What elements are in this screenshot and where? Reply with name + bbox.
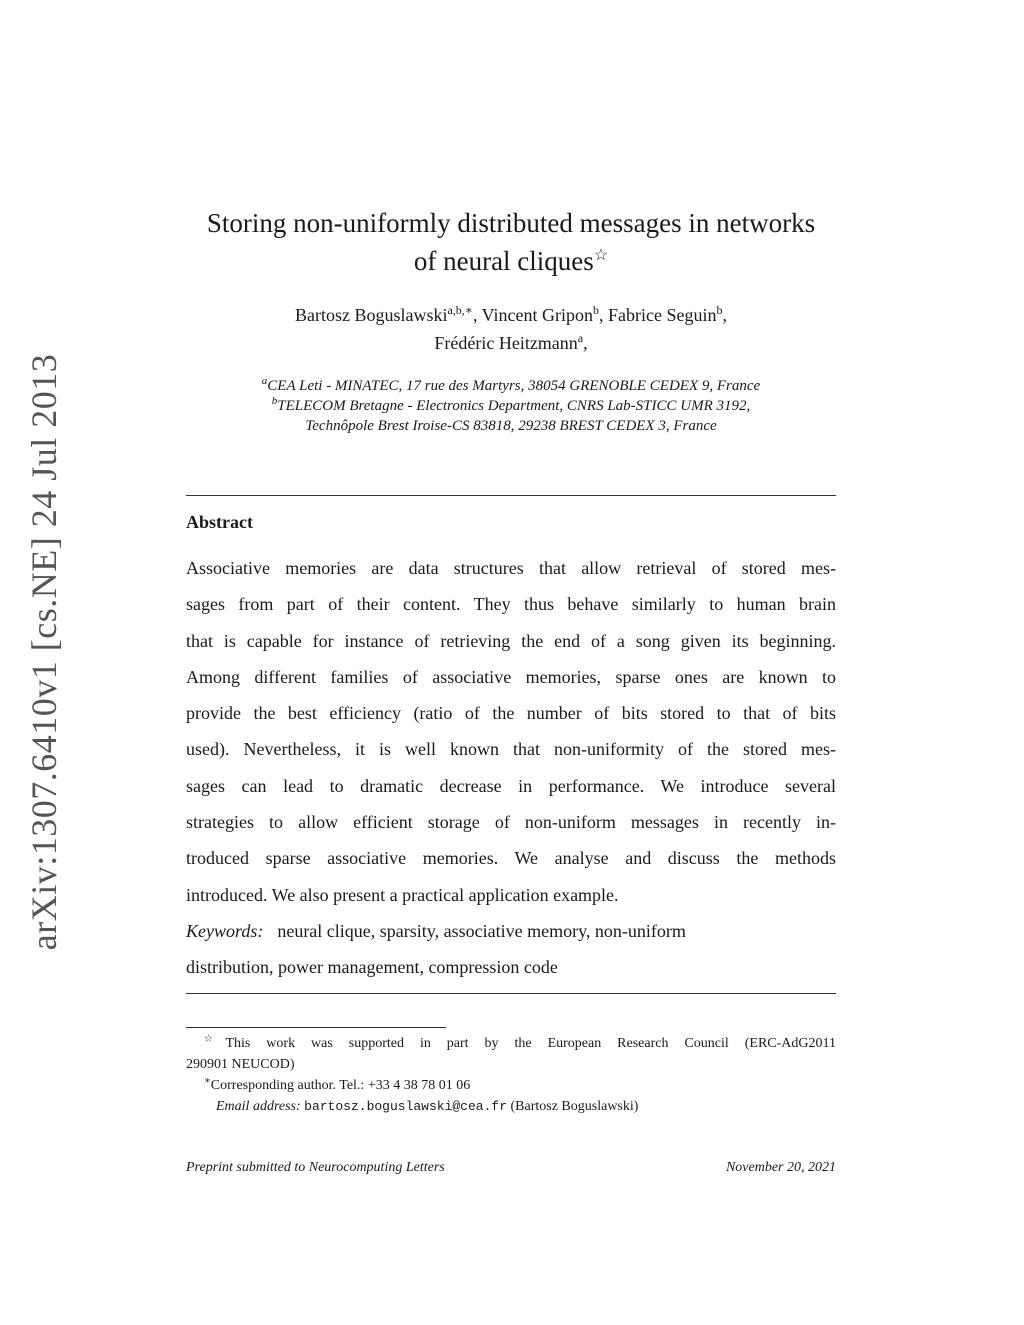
author-affil-mark[interactable]: b (593, 303, 600, 317)
paper-title (186, 204, 836, 280)
abstract-line: used). Nevertheless, it is well known that non-uniformity of the stored mes- (186, 739, 836, 760)
affiliation-mark: b (271, 395, 278, 407)
affiliation-text: CEA Leti - MINATEC, 17 rue des Martyrs, 38054 GRENOBLE CEDEX 9, France (267, 378, 761, 394)
keywords-label: Keywords: (186, 920, 264, 941)
abstract-line: provide the best efficiency (ratio of the number of bits stored to that of bits (186, 703, 836, 724)
funding-footnote-mark: ☆ (204, 1033, 226, 1045)
abstract-line: sages from part of their content. They thus behave similarly to human brain (186, 594, 836, 615)
footnotes (186, 1033, 836, 1117)
author-name: Fabrice Seguin (608, 305, 717, 325)
author-line-2 (186, 329, 836, 357)
corresponding-author-footnote (186, 1075, 836, 1096)
funding-footnote (186, 1033, 836, 1054)
affiliations (150, 376, 872, 436)
abstract-line: troduced sparse associative memories. We analyse and discuss the methods (186, 848, 836, 869)
title-line-2 (186, 242, 836, 280)
footer-journal: Preprint submitted to Neurocomputing Letters (186, 1160, 445, 1175)
abstract-line: that is capable for instance of retrieving the end of a song given its beginning. (186, 630, 836, 651)
affiliation-text: TELECOM Bretagne - Electronics Department, CNRS Lab-STICC UMR 3192, (277, 398, 751, 414)
abstract-bottom-rule (186, 993, 836, 994)
abstract-top-rule (186, 495, 836, 496)
author-affil-mark[interactable]: a,b,∗ (447, 303, 473, 317)
abstract-body (186, 550, 836, 986)
footer-date: November 20, 2021 (725, 1160, 836, 1175)
author-separator: , (472, 305, 482, 325)
funding-footnote-text: This work was supported in part by the European Research Council (ERC-AdG2011 (225, 1036, 837, 1051)
title-footnote-mark[interactable]: ☆ (593, 247, 609, 264)
affiliation-mark: a (261, 375, 268, 387)
page-footer (186, 1160, 836, 1176)
corresponding-author-text: Corresponding author. Tel.: +33 4 38 78 01 06 (210, 1078, 471, 1093)
affiliation-b (150, 396, 872, 416)
author-affil-mark[interactable]: b (716, 303, 723, 317)
author-separator: , (583, 333, 588, 353)
email-owner: (Bartosz Boguslawski) (510, 1099, 639, 1114)
author-list (186, 301, 836, 357)
author-name: Bartosz Boguslawski (294, 305, 448, 325)
author-affil-mark[interactable]: a (577, 331, 584, 345)
abstract-line: strategies to allow efficient storage of non-uniform messages in recently in- (186, 812, 836, 833)
abstract-line: Among different families of associative memories, sparse ones are known to (186, 666, 836, 687)
author-line-1 (186, 301, 836, 329)
keywords-line-1 (186, 913, 836, 949)
affiliation-b-continued: Technôpole Brest Iroise-CS 83818, 29238 BREST CEDEX 3, France (305, 418, 717, 434)
abstract-line: introduced. We also present a practical application example. (186, 884, 619, 905)
author-separator: , (722, 305, 728, 325)
author-name: Vincent Gripon (481, 305, 594, 325)
abstract-line: sages can lead to dramatic decrease in performance. We introduce several (186, 775, 836, 796)
author-separator: , (599, 305, 609, 325)
email-label: Email address: (216, 1099, 301, 1114)
email-link[interactable]: bartosz.boguslawski@cea.fr (304, 1099, 507, 1114)
arxiv-identifier[interactable]: arXiv:1307.6410v1 [cs.NE] 24 Jul 2013 (24, 353, 64, 951)
footnote-rule (186, 1027, 446, 1028)
keywords-text: neural clique, sparsity, associative memory, non-uniform (277, 920, 686, 941)
abstract-line: Associative memories are data structures that allow retrieval of stored mes- (186, 558, 836, 578)
title-line-2-text: of neural cliques (413, 246, 594, 276)
affiliation-a (150, 376, 872, 396)
corresponding-author-mark: ∗ (204, 1075, 211, 1087)
keywords-line-2: distribution, power management, compression code (186, 957, 558, 978)
email-footnote (186, 1096, 836, 1117)
funding-footnote-continued: 290901 NEUCOD) (186, 1057, 295, 1072)
title-line-1: Storing non-uniformly distributed messages in networks (206, 208, 816, 238)
author-name: Frédéric Heitzmann (434, 333, 578, 353)
abstract-heading: Abstract (186, 512, 253, 532)
